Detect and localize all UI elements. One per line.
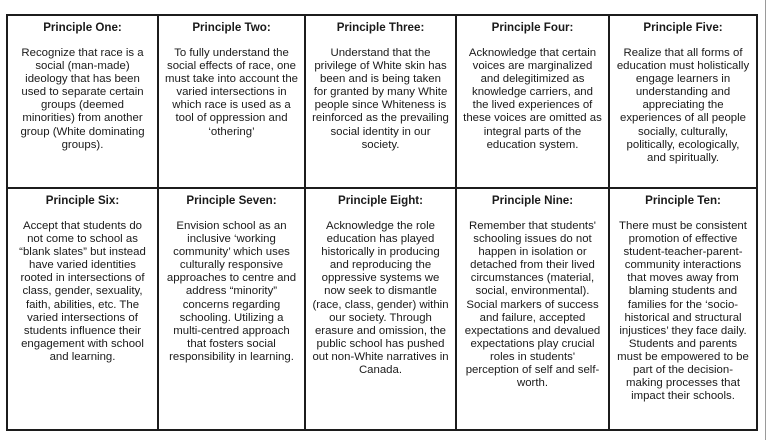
page-edge-divider xyxy=(765,0,766,440)
principle-text: To fully understand the social effects of race, one must take into account the varied intersections in which race is used as a tool of oppression and ‘othering’ xyxy=(165,47,298,138)
principle-text: Realize that all forms of education must holistically engage learners in understanding and appreciating the experiences of all people socially, culturally, politically, ecologically, and spiritually. xyxy=(616,47,750,164)
principle-text: Acknowledge the role education has played historically in producing and reproducing the oppressive systems we now seek to dismantle (race, class, gender) within our society. Through erasure and omission, the public school has pushed out non-White narratives in Canada. xyxy=(312,220,449,377)
principle-title: Principle One: xyxy=(43,21,122,34)
principle-cell-one xyxy=(7,15,158,188)
principle-title: Principle Five: xyxy=(643,21,723,34)
principle-cell-six xyxy=(7,188,158,430)
principle-cell-five xyxy=(609,15,757,188)
principle-text: Envision school as an inclusive ‘working community’ which uses culturally responsive approaches to centre and address “minority” concerns regarding schooling. Utilizing a multi-centred approach that fosters social responsibility in learning. xyxy=(166,220,297,363)
principle-cell-two xyxy=(158,15,305,188)
principle-title: Principle Three: xyxy=(336,21,425,34)
principle-cell-ten xyxy=(609,188,757,430)
principle-title: Principle Nine: xyxy=(491,194,574,207)
principle-title: Principle Four: xyxy=(491,21,574,34)
principle-text: There must be consistent promotion of effective student-teacher-parent-community interactions that moves away from blaming students and families for the ‘socio-historical and structural injustices’ they face daily. Students and parents must be empowered to be part of the decision-making processes that impact their schools. xyxy=(617,220,749,403)
principle-text: Accept that students do not come to school as “blank slates” but instead have varied identities rooted in intersections of class, gender, sexuality, faith, abilities, etc. The varied intersections of students influence their engagement with school and learning. xyxy=(19,220,146,363)
principle-title: Principle Six: xyxy=(45,194,120,207)
principle-cell-three xyxy=(305,15,456,188)
principle-text: Understand that the privilege of White skin has been and is being taken for granted by many White people since Whiteness is reinforced as the prevailing social identity in our society. xyxy=(312,47,449,151)
table-row xyxy=(7,188,757,430)
principle-cell-four xyxy=(456,15,609,188)
table-row xyxy=(7,15,757,188)
principle-title: Principle Eight: xyxy=(337,194,424,207)
principle-cell-eight xyxy=(305,188,456,430)
principle-title: Principle Two: xyxy=(192,21,271,34)
principle-text: Acknowledge that certain voices are marginalized and delegitimized as knowledge carriers, and the lived experiences of these voices are omitted as integral parts of the education system. xyxy=(463,47,602,151)
principle-cell-nine xyxy=(456,188,609,430)
principle-text: Recognize that race is a social (man-made) ideology that has been used to separate certain groups (deemed minorities) from another group (White dominating groups). xyxy=(20,47,145,151)
principle-title: Principle Ten: xyxy=(645,194,721,207)
principles-table xyxy=(6,14,758,431)
principle-text: Remember that students' schooling issues do not happen in isolation or detached from their lived circumstances (material, social, environmental). Social markers of success and failure, accepted expectations and devalued expectations play crucial roles in students' perception of self and self-worth. xyxy=(464,220,601,390)
principle-title: Principle Seven: xyxy=(186,194,277,207)
principle-cell-seven xyxy=(158,188,305,430)
